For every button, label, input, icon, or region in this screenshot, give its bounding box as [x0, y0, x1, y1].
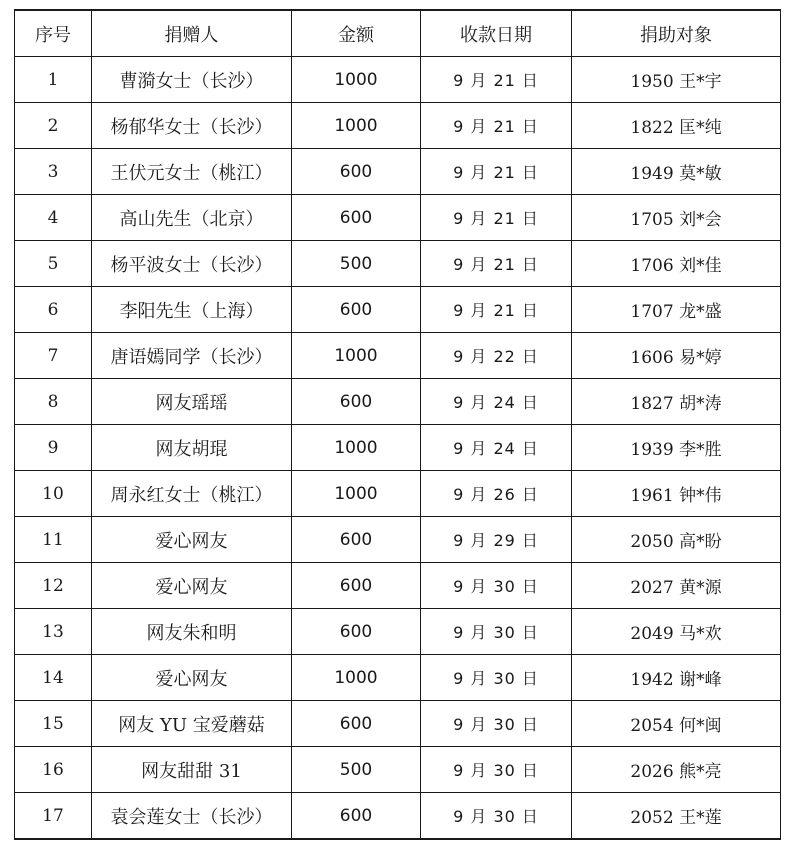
cell-donor: 曹漪女士（长沙） — [92, 57, 292, 103]
cell-target: 2049 马*欢 — [572, 609, 781, 655]
cell-amount: 600 — [292, 287, 421, 333]
table-row — [15, 517, 781, 563]
cell-amount: 1000 — [292, 655, 421, 701]
cell-date: 9 月 24 日 — [421, 425, 572, 471]
cell-no: 11 — [15, 517, 92, 563]
cell-no: 5 — [15, 241, 92, 287]
table-row — [15, 149, 781, 195]
cell-amount: 1000 — [292, 333, 421, 379]
cell-no: 15 — [15, 701, 92, 747]
cell-target: 1950 王*宇 — [572, 57, 781, 103]
cell-donor: 网友胡琨 — [92, 425, 292, 471]
cell-target: 1961 钟*伟 — [572, 471, 781, 517]
cell-donor: 周永红女士（桃江） — [92, 471, 292, 517]
table-row — [15, 793, 781, 840]
cell-date: 9 月 29 日 — [421, 517, 572, 563]
table-body — [15, 57, 781, 840]
cell-no: 7 — [15, 333, 92, 379]
cell-donor: 唐语嫣同学（长沙） — [92, 333, 292, 379]
cell-donor: 杨郁华女士（长沙） — [92, 103, 292, 149]
table-row — [15, 379, 781, 425]
cell-date: 9 月 24 日 — [421, 379, 572, 425]
cell-date: 9 月 30 日 — [421, 609, 572, 655]
cell-amount: 1000 — [292, 103, 421, 149]
table-row — [15, 57, 781, 103]
cell-target: 1822 匡*纯 — [572, 103, 781, 149]
cell-amount: 600 — [292, 149, 421, 195]
cell-donor: 爱心网友 — [92, 655, 292, 701]
cell-date: 9 月 21 日 — [421, 57, 572, 103]
cell-no: 13 — [15, 609, 92, 655]
table-row — [15, 241, 781, 287]
header-row — [15, 10, 781, 57]
cell-date: 9 月 30 日 — [421, 747, 572, 793]
cell-amount: 600 — [292, 517, 421, 563]
cell-no: 8 — [15, 379, 92, 425]
cell-amount: 1000 — [292, 425, 421, 471]
cell-no: 6 — [15, 287, 92, 333]
cell-donor: 爱心网友 — [92, 517, 292, 563]
cell-target: 1606 易*婷 — [572, 333, 781, 379]
cell-target: 2050 高*盼 — [572, 517, 781, 563]
cell-donor: 高山先生（北京） — [92, 195, 292, 241]
table-header — [15, 10, 781, 57]
cell-donor: 爱心网友 — [92, 563, 292, 609]
cell-target: 2027 黄*源 — [572, 563, 781, 609]
cell-amount: 600 — [292, 563, 421, 609]
table-row — [15, 655, 781, 701]
header-amount: 金额 — [292, 10, 421, 57]
table-row — [15, 563, 781, 609]
table-row — [15, 747, 781, 793]
cell-target: 1707 龙*盛 — [572, 287, 781, 333]
cell-amount: 600 — [292, 793, 421, 840]
cell-no: 2 — [15, 103, 92, 149]
cell-amount: 500 — [292, 241, 421, 287]
cell-target: 1706 刘*佳 — [572, 241, 781, 287]
cell-donor: 网友瑶瑶 — [92, 379, 292, 425]
cell-date: 9 月 21 日 — [421, 287, 572, 333]
cell-no: 4 — [15, 195, 92, 241]
cell-no: 3 — [15, 149, 92, 195]
cell-date: 9 月 30 日 — [421, 701, 572, 747]
cell-date: 9 月 21 日 — [421, 241, 572, 287]
table-row — [15, 195, 781, 241]
header-no: 序号 — [15, 10, 92, 57]
header-target: 捐助对象 — [572, 10, 781, 57]
cell-donor: 网友 YU 宝爱蘑菇 — [92, 701, 292, 747]
cell-target: 2052 王*莲 — [572, 793, 781, 840]
cell-no: 17 — [15, 793, 92, 840]
cell-donor: 李阳先生（上海） — [92, 287, 292, 333]
cell-date: 9 月 21 日 — [421, 103, 572, 149]
cell-donor: 王伏元女士（桃江） — [92, 149, 292, 195]
cell-target: 1705 刘*会 — [572, 195, 781, 241]
cell-target: 2054 何*闽 — [572, 701, 781, 747]
table-row — [15, 333, 781, 379]
header-donor: 捐赠人 — [92, 10, 292, 57]
cell-amount: 600 — [292, 195, 421, 241]
cell-target: 1949 莫*敏 — [572, 149, 781, 195]
cell-date: 9 月 30 日 — [421, 793, 572, 840]
table-row — [15, 609, 781, 655]
table-row — [15, 103, 781, 149]
cell-target: 1827 胡*涛 — [572, 379, 781, 425]
cell-donor: 网友朱和明 — [92, 609, 292, 655]
cell-target: 1939 李*胜 — [572, 425, 781, 471]
cell-date: 9 月 22 日 — [421, 333, 572, 379]
cell-no: 9 — [15, 425, 92, 471]
cell-donor: 杨平波女士（长沙） — [92, 241, 292, 287]
cell-date: 9 月 21 日 — [421, 149, 572, 195]
table-row — [15, 287, 781, 333]
cell-date: 9 月 30 日 — [421, 563, 572, 609]
cell-amount: 600 — [292, 379, 421, 425]
cell-no: 1 — [15, 57, 92, 103]
table-row — [15, 701, 781, 747]
cell-date: 9 月 21 日 — [421, 195, 572, 241]
cell-date: 9 月 30 日 — [421, 655, 572, 701]
table-row — [15, 425, 781, 471]
cell-no: 10 — [15, 471, 92, 517]
cell-amount: 600 — [292, 609, 421, 655]
cell-no: 14 — [15, 655, 92, 701]
donation-table — [14, 9, 781, 840]
cell-date: 9 月 26 日 — [421, 471, 572, 517]
donation-table-container — [14, 9, 780, 840]
cell-no: 16 — [15, 747, 92, 793]
cell-target: 1942 谢*峰 — [572, 655, 781, 701]
header-date: 收款日期 — [421, 10, 572, 57]
cell-amount: 1000 — [292, 471, 421, 517]
cell-target: 2026 熊*亮 — [572, 747, 781, 793]
cell-amount: 1000 — [292, 57, 421, 103]
cell-amount: 500 — [292, 747, 421, 793]
cell-amount: 600 — [292, 701, 421, 747]
table-row — [15, 471, 781, 517]
cell-donor: 袁会莲女士（长沙） — [92, 793, 292, 840]
cell-no: 12 — [15, 563, 92, 609]
cell-donor: 网友甜甜 31 — [92, 747, 292, 793]
